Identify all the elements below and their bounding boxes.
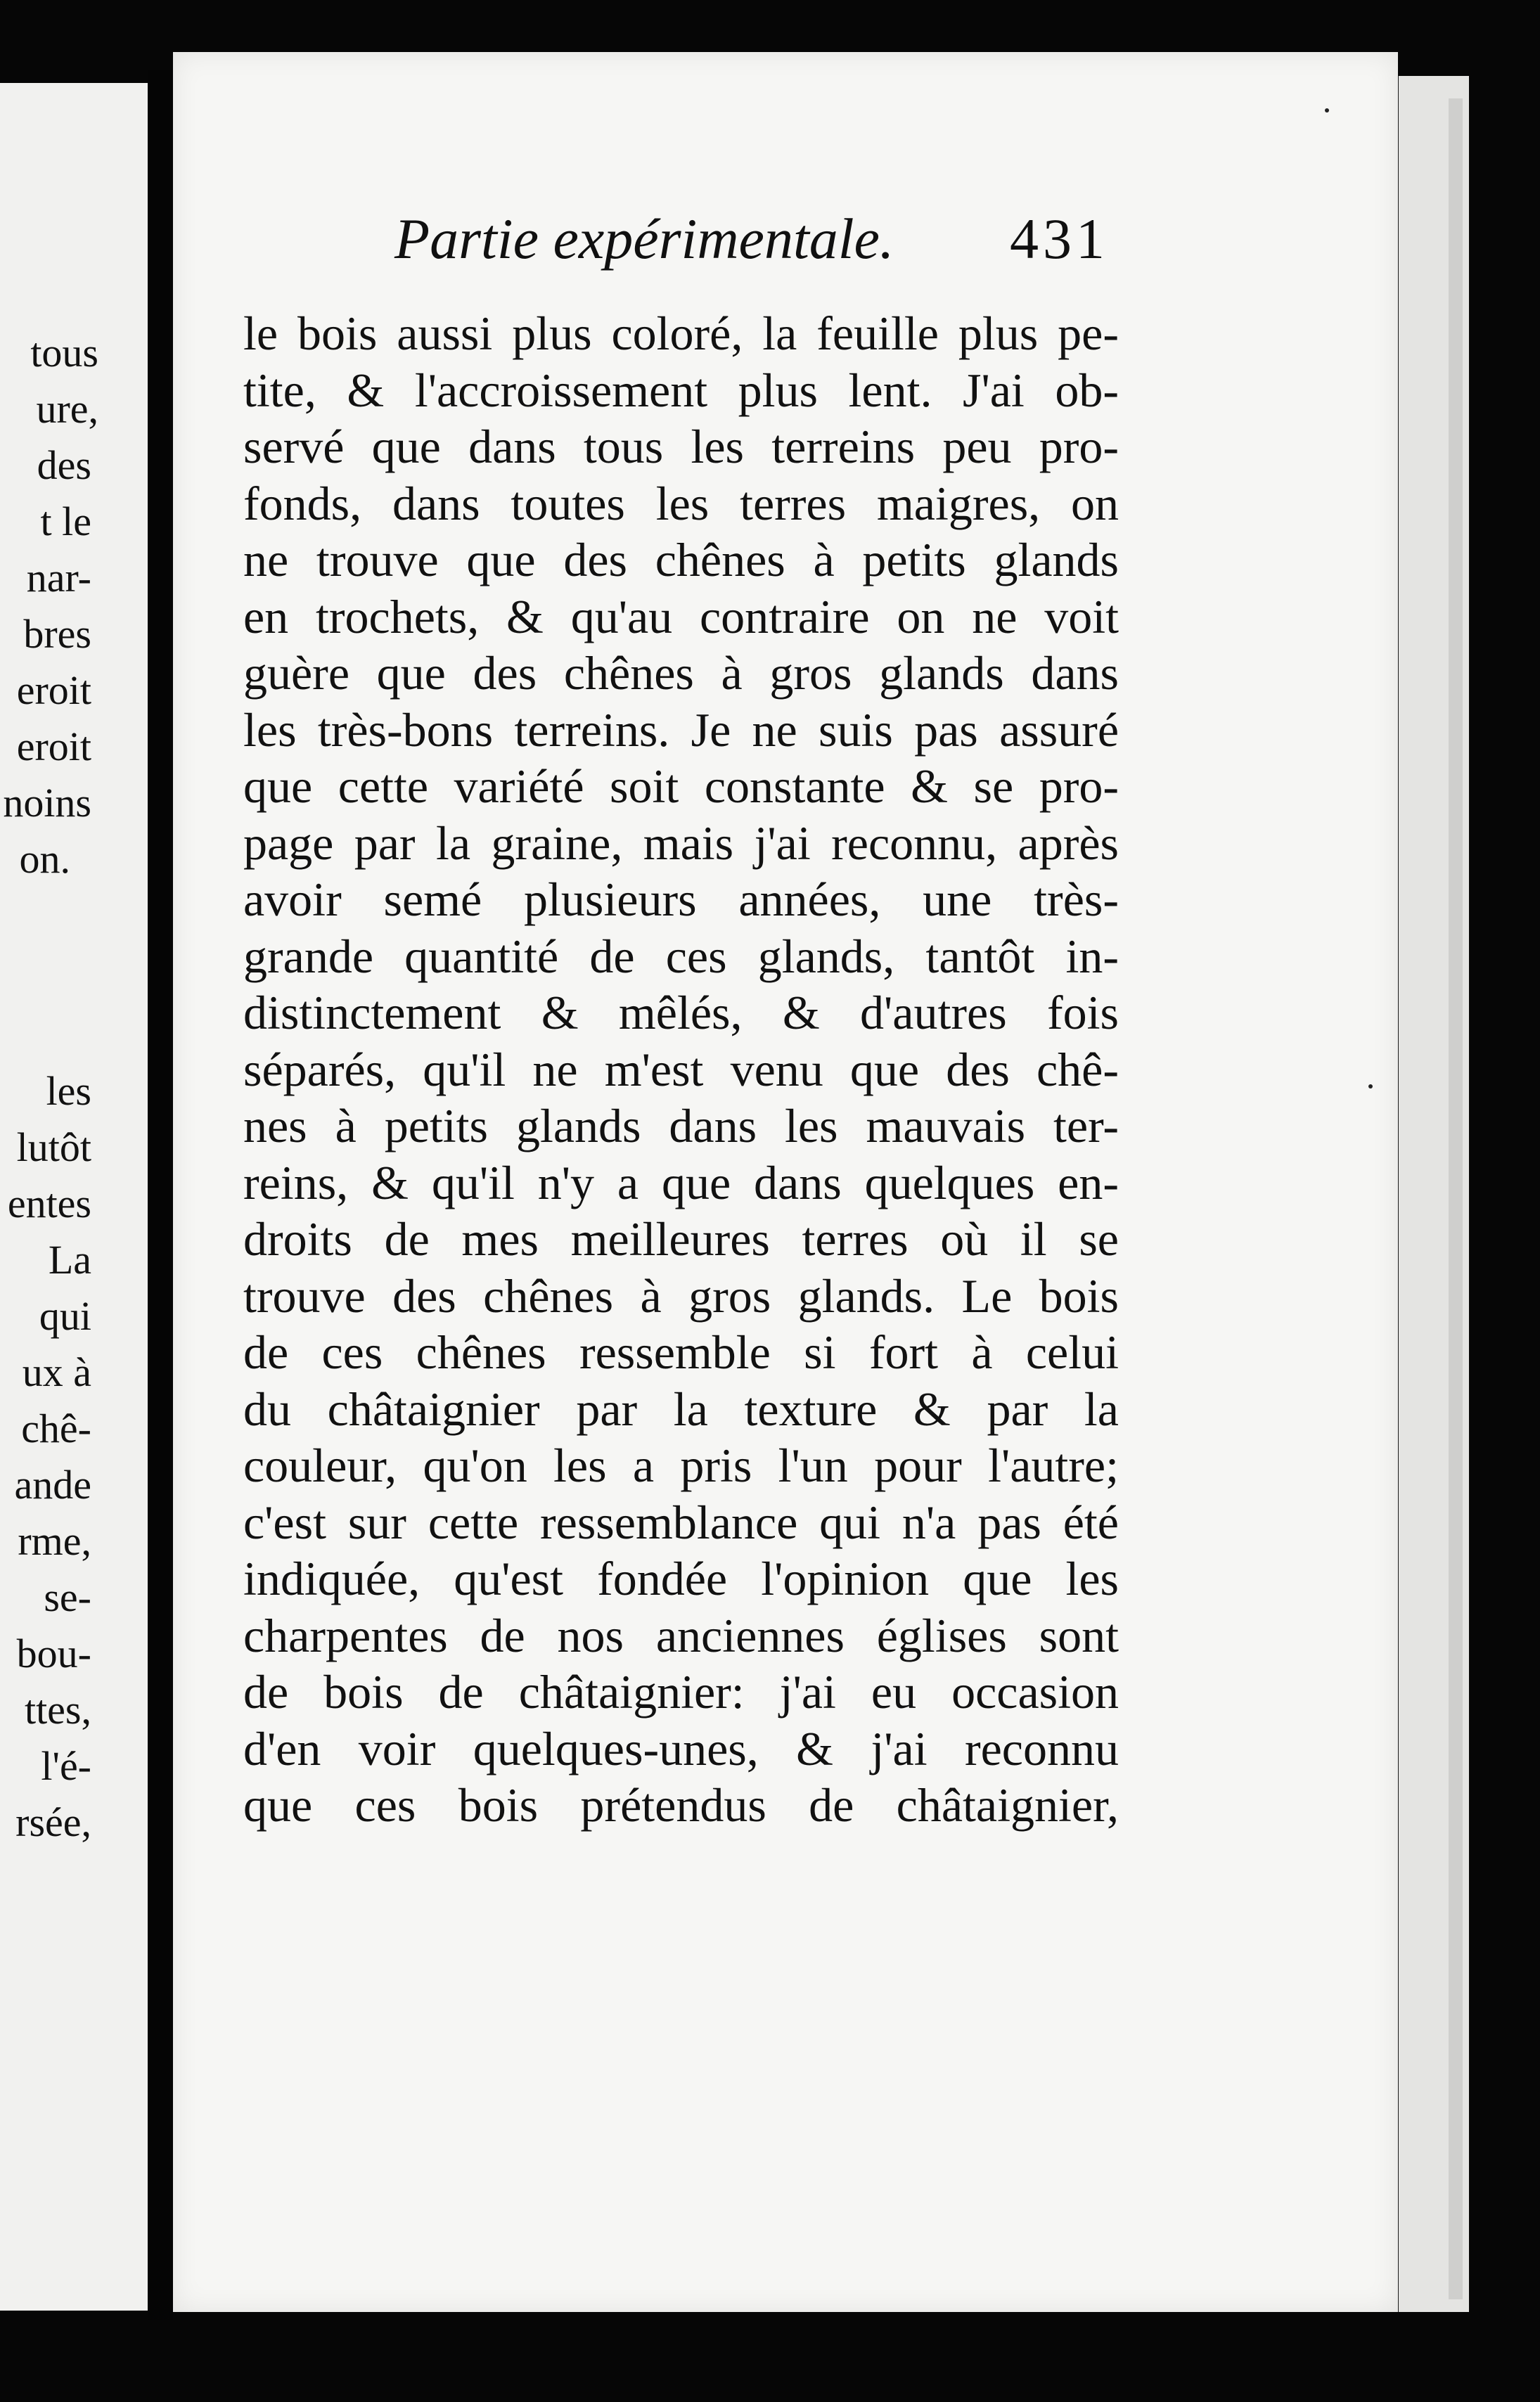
text-line: page par la graine, mais j'ai reconnu, après (243, 816, 1119, 870)
text-line: charpentes de nos anciennes églises sont (243, 1608, 1119, 1662)
left-line-fragment: rme, (18, 1518, 91, 1564)
left-line-fragment: noins (3, 780, 91, 826)
text-line: de bois de châtaignier: j'ai eu occasion (243, 1665, 1119, 1719)
left-line-fragment: tous (30, 330, 98, 375)
left-line-fragment: La (48, 1237, 91, 1283)
body-text (243, 305, 1119, 1834)
text-line: de ces chênes ressemble si fort à celui (243, 1325, 1119, 1379)
page-number: 431 (1010, 207, 1109, 271)
left-page-fragment (0, 83, 150, 2311)
left-line-fragment: on. (19, 836, 70, 882)
left-line-fragment: eroit (16, 724, 91, 769)
left-line-fragment: entes (7, 1181, 91, 1226)
book-gutter (148, 70, 173, 2320)
left-line-fragment: rsée, (15, 1799, 91, 1845)
ink-speck (1368, 1084, 1373, 1088)
text-line: du châtaignier par la texture & par la (243, 1382, 1119, 1436)
text-line: c'est sur cette ressemblance qui n'a pas été (243, 1495, 1119, 1549)
left-line-fragment: ttes, (24, 1687, 91, 1733)
running-head (173, 204, 1398, 274)
left-line-fragment: ux à (22, 1349, 91, 1395)
left-line-fragment: les (46, 1068, 91, 1114)
text-line: d'en voir quelques-unes, & j'ai reconnu (243, 1721, 1119, 1775)
text-line: grande quantité de ces glands, tantôt in- (243, 929, 1119, 983)
text-line: séparés, qu'il ne m'est venu que des chê- (243, 1042, 1119, 1096)
text-line: trouve des chênes à gros glands. Le bois (243, 1269, 1119, 1323)
text-line: droits de mes meilleures terres où il se (243, 1212, 1119, 1266)
left-line-fragment: ure, (36, 386, 98, 432)
left-line-fragment: lutôt (16, 1124, 91, 1170)
left-line-fragment: chê- (21, 1406, 91, 1451)
text-line: les très-bons terreins. Je ne suis pas assuré (243, 702, 1119, 757)
text-line: distinctement & mêlés, & d'autres fois (243, 986, 1119, 1039)
text-line: ne trouve que des chênes à petits glands (243, 533, 1119, 586)
left-line-fragment: l'é- (41, 1743, 91, 1789)
left-line-fragment: eroit (16, 667, 91, 713)
text-line: tite, & l'accroissement plus lent. J'ai ob- (243, 363, 1119, 417)
left-line-fragment: bres (23, 611, 91, 657)
text-line: servé que dans tous les terreins peu pro- (243, 420, 1119, 473)
book-page (173, 52, 1398, 2312)
next-leaf-edge-shadow (1449, 98, 1463, 2299)
running-title: Partie expérimentale. (394, 207, 894, 271)
ink-speck (1325, 108, 1329, 113)
text-line: indiquée, qu'est fondée l'opinion que les (243, 1552, 1119, 1605)
left-line-fragment: ande (14, 1462, 91, 1508)
text-line: reins, & qu'il n'y a que dans quelques en- (243, 1155, 1119, 1209)
left-line-fragment: se- (44, 1574, 91, 1620)
text-line: en trochets, & qu'au contraire on ne voit (243, 589, 1119, 643)
left-line-fragment: qui (39, 1293, 91, 1339)
left-line-fragment: des (37, 442, 91, 488)
left-line-fragment: nar- (26, 555, 91, 600)
text-line: le bois aussi plus coloré, la feuille plus pe- (243, 307, 1119, 360)
text-line: que cette variété soit constante & se pro- (243, 759, 1119, 813)
left-line-fragment: t le (40, 499, 91, 544)
left-line-fragment: bou- (16, 1631, 91, 1676)
text-line: couleur, qu'on les a pris l'un pour l'autre; (243, 1439, 1119, 1492)
text-line: que ces bois prétendus de châtaignier, (243, 1778, 1119, 1832)
text-line: nes à petits glands dans les mauvais ter- (243, 1099, 1119, 1152)
text-line: guère que des chênes à gros glands dans (243, 646, 1119, 700)
text-line: fonds, dans toutes les terres maigres, on (243, 476, 1119, 530)
text-line: avoir semé plusieurs années, une très- (243, 873, 1119, 926)
